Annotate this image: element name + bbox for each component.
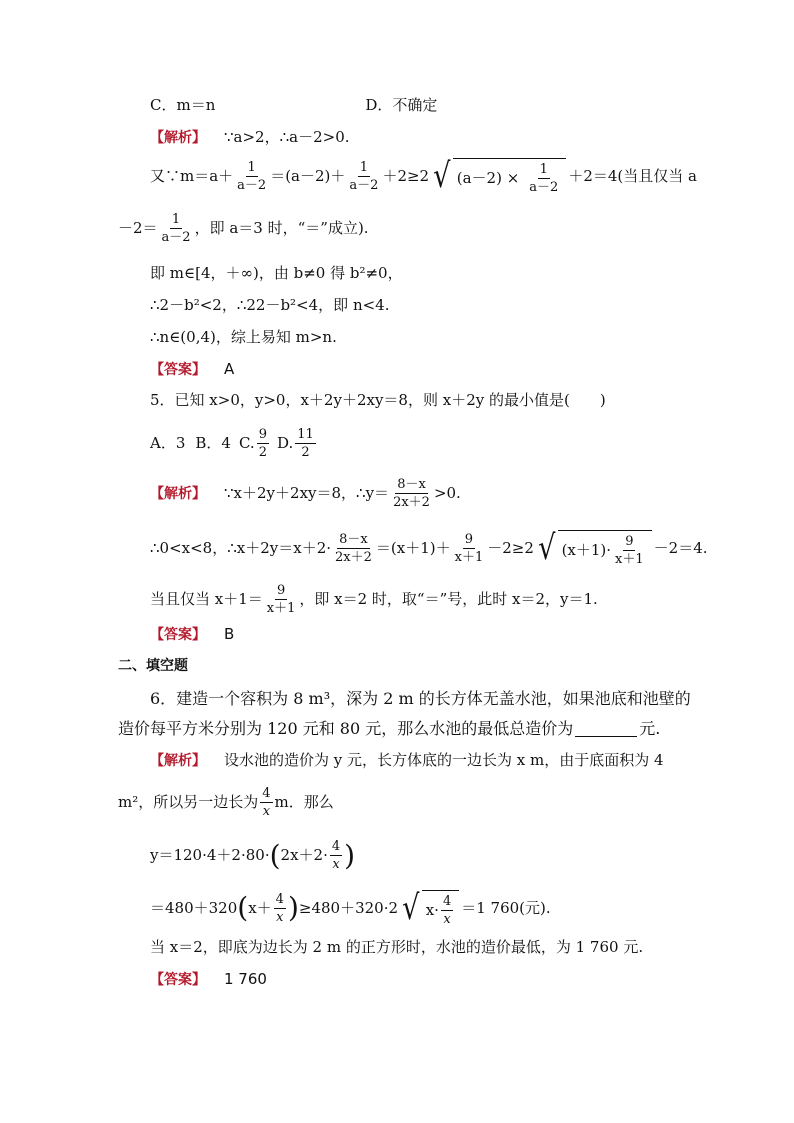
q5-jiexi-line3 xyxy=(150,584,598,615)
q5-text: (x＋1)· xyxy=(561,541,612,559)
frac-den: x xyxy=(276,909,284,925)
frac-num: 1 xyxy=(171,212,181,227)
frac-num: 8－x xyxy=(397,477,426,492)
q4-jiexi-line3 xyxy=(118,213,369,244)
q4-text: ＝(a－2)＋ xyxy=(270,166,346,185)
fraction xyxy=(330,840,342,871)
q5-option-b: B．4 xyxy=(195,434,231,452)
frac-den: x＋1 xyxy=(454,549,484,565)
q5-text: －2＝4. xyxy=(653,538,708,557)
q5-text: >0. xyxy=(433,484,461,502)
q5-text: －2≥2 xyxy=(487,538,534,557)
frac-den: 2 xyxy=(258,445,267,460)
q4-text: 即 m∈[4，＋∞)，由 b≠0 得 b²≠0， xyxy=(150,264,403,282)
q5-text: ∴0<x<8，∴x＋2y＝x＋2· xyxy=(150,538,332,557)
q4-answer xyxy=(150,362,234,377)
q6-stem-line2 xyxy=(118,721,660,737)
frac-den: x＋1 xyxy=(266,601,296,616)
q6-text: 设水池的造价为 y 元，长方体底的一边长为 x m，由于底面积为 4 xyxy=(224,751,664,769)
answer-blank xyxy=(575,722,637,737)
q5-jiexi-line1 xyxy=(150,478,461,509)
frac-num: 9 xyxy=(258,427,267,442)
q6-text: ＝480＋320 xyxy=(150,898,238,917)
question-stem: 元. xyxy=(639,719,661,738)
q6-text: ≥480＋320·2 xyxy=(298,898,399,917)
section-title: 二、填空题 xyxy=(118,658,188,674)
frac-num: 9 xyxy=(276,583,286,598)
q4-text: －2＝ xyxy=(118,219,158,237)
frac-num: 9 xyxy=(464,531,474,547)
q4-text: ＋2≥2 xyxy=(382,166,430,185)
q4-jiexi-line2 xyxy=(150,158,697,194)
frac-den: x＋1 xyxy=(615,552,644,567)
q4-text: ∴2－b²<2，∴22－b²<4，即 n<4. xyxy=(150,296,390,314)
fraction xyxy=(527,163,560,194)
fraction xyxy=(333,533,374,564)
fraction xyxy=(265,584,298,615)
frac-den: a－2 xyxy=(161,230,191,245)
q4-text: (a－2) × xyxy=(456,169,520,187)
frac-num: 1 xyxy=(247,159,256,175)
q4-jiexi-line1 xyxy=(150,130,350,145)
q4-jiexi-line4 xyxy=(150,266,403,281)
q6-jiexi-line3 xyxy=(150,840,355,871)
q6-text: x＋ xyxy=(248,898,272,917)
frac-den: 2x＋2 xyxy=(393,495,430,510)
q4-text: ，即 a＝3 时，“＝”成立). xyxy=(194,219,369,237)
sqrt xyxy=(400,890,459,926)
jiexi-tag: 【解析】 xyxy=(150,485,206,502)
q6-text: x· xyxy=(425,901,439,919)
fraction xyxy=(257,428,269,459)
fraction xyxy=(441,895,453,926)
frac-num: 1 xyxy=(359,159,369,175)
frac-den: a－2 xyxy=(529,180,559,195)
section-heading xyxy=(118,659,188,673)
q6-text: m²，所以另一边长为 xyxy=(118,793,259,811)
q6-jiexi-line1 xyxy=(150,753,664,768)
answer-value: B xyxy=(224,625,235,643)
frac-num: 11 xyxy=(297,427,314,442)
q5-text: ，即 x＝2 时，取“＝”号，此时 x＝2，y＝1. xyxy=(299,590,598,608)
q5-option-a: A．3 xyxy=(150,434,186,452)
fraction xyxy=(160,213,193,244)
frac-den: a－2 xyxy=(237,177,267,193)
frac-num: 4 xyxy=(275,891,284,907)
frac-num: 4 xyxy=(442,894,452,909)
frac-den: 2x＋2 xyxy=(335,549,372,565)
q6-text: ＝1 760(元). xyxy=(461,898,551,917)
frac-den: 2 xyxy=(301,445,310,460)
radical-icon: √ xyxy=(402,888,420,928)
left-paren: ( xyxy=(269,838,281,872)
q4-option-c: C．m＝n xyxy=(150,96,216,114)
frac-num: 4 xyxy=(331,839,341,854)
q5-text: ＝(x＋1)＋ xyxy=(375,538,451,557)
frac-den: x xyxy=(262,804,271,819)
q6-text: 当 x＝2，即底为边长为 2 m 的正方形时，水池的造价最低，为 1 760 元. xyxy=(150,938,644,956)
q4-jiexi-line6 xyxy=(150,330,337,345)
fraction xyxy=(613,535,646,566)
q4-text: ∴n∈(0,4)，综上易知 m>n. xyxy=(150,328,337,346)
fraction xyxy=(274,893,286,924)
q5-option-c: C. xyxy=(238,434,255,452)
frac-den: x xyxy=(443,912,451,927)
fraction xyxy=(453,533,486,564)
fraction xyxy=(235,161,268,192)
q6-jiexi-line4 xyxy=(150,890,551,926)
q5-option-d: D. xyxy=(276,434,294,452)
fraction xyxy=(260,787,272,818)
q5-text: 当且仅当 x＋1＝ xyxy=(150,590,263,608)
q4-text: 又∵m＝a＋ xyxy=(150,166,234,185)
frac-num: 1 xyxy=(539,162,548,177)
fraction xyxy=(391,478,432,509)
daan-tag: 【答案】 xyxy=(150,971,206,988)
fraction xyxy=(347,161,380,192)
q5-text: ∵x＋2y＋2xy＝8，∴y＝ xyxy=(224,484,390,502)
radical-icon: √ xyxy=(433,156,451,196)
jiexi-tag: 【解析】 xyxy=(150,129,206,146)
frac-num: 4 xyxy=(262,786,271,801)
frac-num: 8－x xyxy=(339,531,368,547)
right-paren: ) xyxy=(344,838,356,872)
q6-stem-line1 xyxy=(150,691,691,707)
q5-stem xyxy=(150,393,606,408)
q6-jiexi-line5 xyxy=(150,940,643,955)
frac-num: 9 xyxy=(625,534,634,549)
q6-answer xyxy=(150,972,267,987)
q4-options xyxy=(150,98,437,113)
radical-icon: √ xyxy=(538,528,556,568)
daan-tag: 【答案】 xyxy=(150,361,206,378)
question-stem: 造价每平方米分别为 120 元和 80 元，那么水池的最低总造价为 xyxy=(118,719,574,738)
q5-options xyxy=(150,428,318,459)
q5-answer xyxy=(150,627,234,642)
left-paren: ( xyxy=(237,891,249,924)
daan-tag: 【答案】 xyxy=(150,626,206,643)
q4-jiexi-line5 xyxy=(150,298,389,313)
right-paren: ) xyxy=(287,891,299,924)
question-stem: 6．建造一个容积为 8 m³，深为 2 m 的长方体无盖水池，如果池底和池壁的 xyxy=(150,689,691,708)
frac-den: x xyxy=(332,857,340,872)
sqrt xyxy=(431,158,566,194)
answer-value: A xyxy=(224,360,235,378)
question-stem: 5．已知 x>0，y>0，x＋2y＋2xy＝8，则 x＋2y 的最小值是( ) xyxy=(150,391,606,409)
fraction xyxy=(295,428,316,459)
q6-text: 2x＋2· xyxy=(280,846,328,864)
q4-text: ＋2＝4(当且仅当 a xyxy=(568,166,697,185)
frac-den: a－2 xyxy=(349,177,379,193)
sqrt xyxy=(536,530,652,566)
q5-jiexi-line2 xyxy=(150,530,708,566)
q4-text: ∵a>2，∴a－2>0. xyxy=(224,128,350,146)
jiexi-tag: 【解析】 xyxy=(150,752,206,769)
q6-jiexi-line2 xyxy=(118,787,334,818)
q6-text: m．那么 xyxy=(274,793,334,811)
answer-value: 1 760 xyxy=(224,970,267,988)
q4-option-d: D．不确定 xyxy=(365,96,438,114)
q6-text: y＝120·4＋2·80· xyxy=(150,846,270,864)
